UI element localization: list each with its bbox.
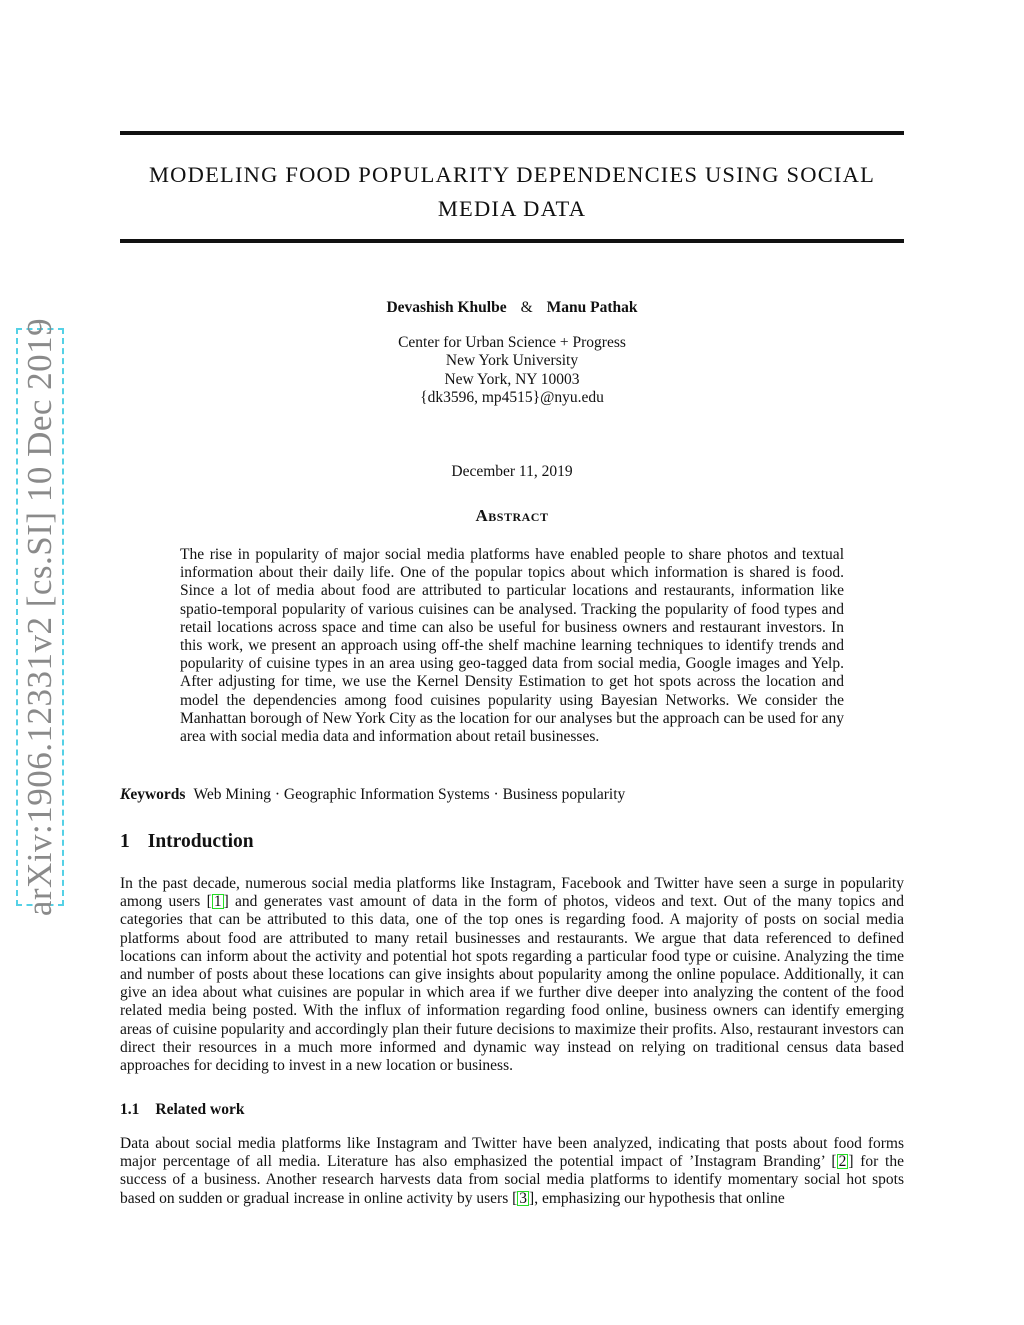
author-emails: {dk3596, mp4515}@nyu.edu	[420, 388, 604, 406]
author-name: Devashish Khulbe	[386, 299, 507, 316]
author-name: Manu Pathak	[546, 299, 638, 316]
abstract-heading: Abstract	[475, 506, 549, 525]
paragraph-text: Data about social media platforms like Instagram and Twitter have been analyzed, indicating that posts about food forms major percentage of all media. Literature has also emphasized the potential impact of ’Instagram Branding’	[120, 1135, 904, 1171]
keywords-label	[120, 786, 185, 803]
title-top-rule	[120, 131, 904, 135]
keywords-line	[120, 786, 904, 804]
affiliation-block	[120, 334, 904, 407]
author-separator: &	[520, 299, 533, 316]
section-title: Introduction	[147, 831, 254, 852]
related-work-paragraph: Data about social media platforms like Instagram and Twitter have been analyzed, indicating that posts about food forms major percentage of all media. Literature has also emphasized the potential impact of ’Instagram Branding’ [ 2 ] for the success of a business. Another research harvests data from social media platforms to identify momentary social hot spots based on sudden or gradual increase in online activity by users [ 3 ], emphasizing our hypothesis that online	[120, 1135, 904, 1207]
paper-title	[120, 158, 904, 226]
title-line-2: MEDIA DATA	[437, 196, 587, 221]
citation-link-1[interactable]: 1	[213, 893, 222, 911]
keywords-label-initial: K	[120, 786, 131, 803]
affiliation-line: New York University	[445, 352, 579, 370]
affiliation-line: Center for Urban Science + Progress	[398, 334, 626, 351]
citation-link-2[interactable]: 2	[838, 1153, 847, 1171]
arxiv-identifier-stamp[interactable]	[16, 317, 64, 917]
section-number: 1	[120, 831, 130, 852]
introduction-paragraph: In the past decade, numerous social media platforms like Instagram, Facebook and Twitter have seen a surge in popularity among users [ 1 ] and generates vast amount of data in the form of photos, videos and text. Out of the many topics and categories that can be attributed to this data, one of the top ones is regarding food. A majority of posts on social media platforms about food are attributed to many retail businesses and restaurants. We argue that data referenced to defined locations can inform about the activity and potential hot spots regarding a particular food type or cuisine. Analyzing the time and number of posts about these locations can give insights about popularity among the online populace. Additionally, it can give an idea about what cuisines are popular in which area if we further dive deeper into analyzing the content of the food related media being posted. With the influx of information regarding food online, business owners can identify emerging areas of cuisine popularity and accordingly plan their future decisions to maximize their profits. Also, restaurant investors can direct their resources in a much more informed and dynamic way instead on relying on traditional census data based approaches for deciding to invest in a new location or business.	[120, 875, 904, 1075]
title-line-1: MODELING FOOD POPULARITY DEPENDENCIES USING SOCIAL	[148, 162, 876, 187]
publication-date: December 11, 2019	[451, 463, 573, 480]
arxiv-identifier-text: arXiv:1906.12331v2 [cs.SI] 10 Dec 2019	[20, 317, 59, 917]
keywords-label-rest: eywords	[130, 786, 186, 803]
subsection-heading-related-work	[120, 1101, 245, 1119]
section-heading-introduction	[120, 831, 254, 853]
affiliation-line: New York, NY 10003	[444, 370, 580, 388]
subsection-title: Related work	[155, 1101, 245, 1118]
paragraph-text: In the past decade, numerous social media platforms like Instagram, Facebook and Twitter have seen a surge in popularity among users	[120, 875, 904, 911]
paragraph-text: , emphasizing our hypothesis that online	[534, 1189, 785, 1207]
citation-link-3[interactable]: 3	[519, 1189, 528, 1207]
paragraph-text: and generates vast amount of data in the form of photos, videos and text. Out of the many topics and categories that can be attributed to this data, one of the top ones is regarding food. A majority of posts on social media platforms about food are attributed to many retail businesses and restaurants. We argue that data referenced to defined locations can inform about the activity and potential hot spots regarding a particular food type or cuisine. Analyzing the time and number of posts about these locations can give insights about popularity among the online populace. Additionally, it can give an idea about what cuisines are popular in which area if we further dive deeper into analyzing the content of the food related media being posted. With the influx of information regarding food online, business owners can identify emerging areas of cuisine popularity and accordingly plan their future decisions to maximize their profits. Also, restaurant investors can direct their resources in a much more informed and dynamic way instead on relying on traditional census data based approaches for deciding to invest in a new location or business.	[120, 893, 904, 1075]
abstract-text: The rise in popularity of major social media platforms have enabled people to share photos and textual information about their daily life. One of the popular topics about which information is shared is food. Since a lot of media about food are attributed to particular locations and restaurants, information like spatio-temporal popularity of various cuisines can be analysed. Tracking the popularity of food types and retail locations across space and time can also be useful for business owners and restaurant investors. In this work, we present an approach using off-the shelf machine learning techniques to identify trends and popularity of cuisine types in an area using geo-tagged data from social media, Google images and Yelp. After adjusting for time, we use the Kernel Density Estimation to get hot spots across the location and model the dependencies among food cuisines popularity using Bayesian Networks. We consider the Manhattan borough of New York City as the location for our analyses but the approach can be used for any area with social media data and information about retail businesses.	[180, 546, 844, 746]
title-bottom-rule	[120, 239, 904, 243]
subsection-number: 1.1	[120, 1101, 140, 1118]
paragraph-text: for the success of a business. Another research harvests data from social media platforms to identify momentary social hot spots based on sudden or gradual increase in online activity by users	[120, 1153, 904, 1207]
keywords-text: Web Mining · Geographic Information Systems · Business popularity	[193, 786, 626, 803]
author-list	[120, 299, 904, 317]
